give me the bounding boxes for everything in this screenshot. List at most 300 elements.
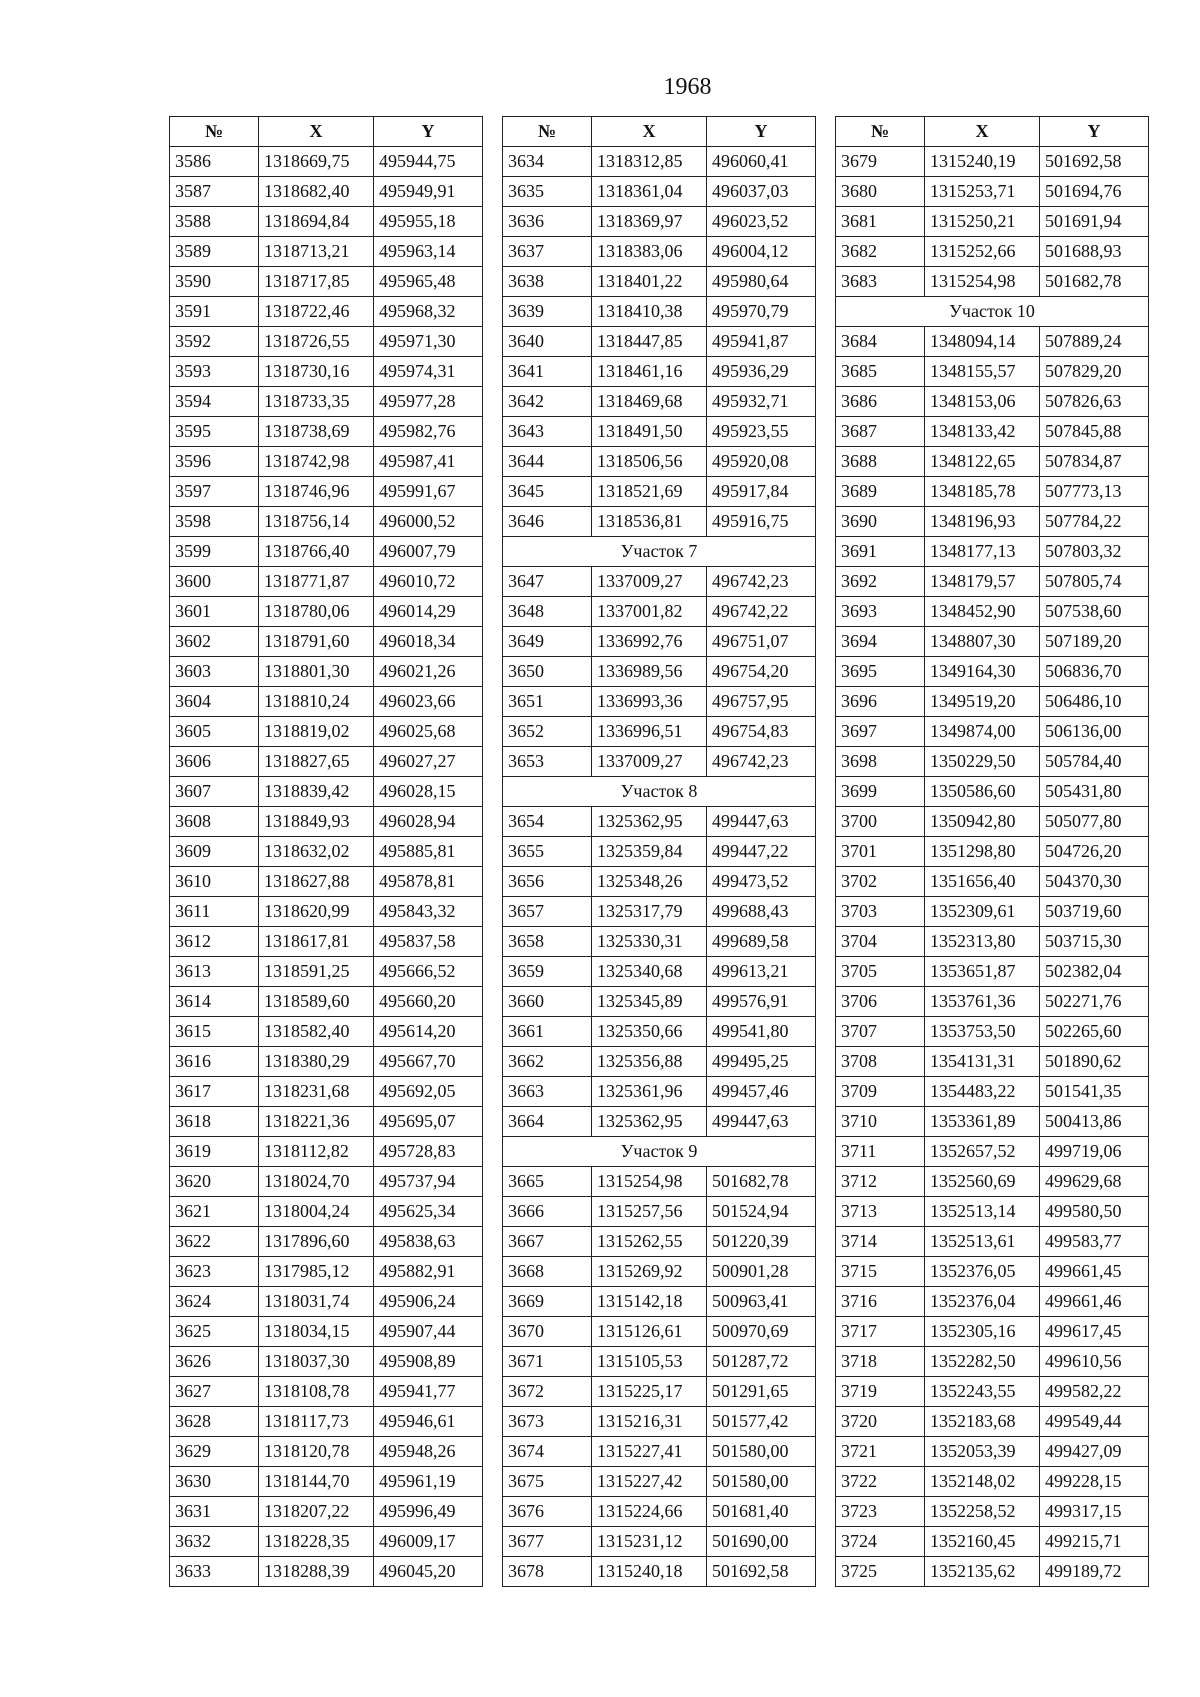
table-row — [836, 1257, 1149, 1287]
x-coordinate-cell: 1325345,89 — [592, 987, 707, 1017]
header-x: X — [259, 117, 374, 147]
point-number-cell: 3631 — [170, 1497, 259, 1527]
point-number-cell: 3593 — [170, 357, 259, 387]
table-row — [503, 807, 816, 837]
point-number-cell: 3721 — [836, 1437, 925, 1467]
x-coordinate-cell: 1315257,56 — [592, 1197, 707, 1227]
point-number-cell: 3612 — [170, 927, 259, 957]
x-coordinate-cell: 1318717,85 — [259, 267, 374, 297]
x-coordinate-cell: 1318491,50 — [592, 417, 707, 447]
y-coordinate-cell: 501577,42 — [707, 1407, 816, 1437]
y-coordinate-cell: 495936,29 — [707, 357, 816, 387]
point-number-cell: 3645 — [503, 477, 592, 507]
table-row — [836, 447, 1149, 477]
point-number-cell: 3621 — [170, 1197, 259, 1227]
x-coordinate-cell: 1315227,42 — [592, 1467, 707, 1497]
coordinates-table-1 — [169, 116, 483, 1587]
point-number-cell: 3614 — [170, 987, 259, 1017]
table-row — [170, 1407, 483, 1437]
table-row — [836, 1497, 1149, 1527]
table-body — [503, 147, 816, 1587]
table-row — [503, 1287, 816, 1317]
y-coordinate-cell: 503715,30 — [1040, 927, 1149, 957]
point-number-cell: 3656 — [503, 867, 592, 897]
x-coordinate-cell: 1352282,50 — [925, 1347, 1040, 1377]
point-number-cell: 3622 — [170, 1227, 259, 1257]
y-coordinate-cell: 495667,70 — [374, 1047, 483, 1077]
point-number-cell: 3617 — [170, 1077, 259, 1107]
point-number-cell: 3639 — [503, 297, 592, 327]
point-number-cell: 3711 — [836, 1137, 925, 1167]
x-coordinate-cell: 1349164,30 — [925, 657, 1040, 687]
table-row — [170, 687, 483, 717]
y-coordinate-cell: 501682,78 — [1040, 267, 1149, 297]
y-coordinate-cell: 495991,67 — [374, 477, 483, 507]
point-number-cell: 3674 — [503, 1437, 592, 1467]
table-row — [503, 1467, 816, 1497]
y-coordinate-cell: 495987,41 — [374, 447, 483, 477]
table-row — [503, 897, 816, 927]
table-row — [836, 897, 1149, 927]
x-coordinate-cell: 1315227,41 — [592, 1437, 707, 1467]
point-number-cell: 3683 — [836, 267, 925, 297]
y-coordinate-cell: 507805,74 — [1040, 567, 1149, 597]
x-coordinate-cell: 1318120,78 — [259, 1437, 374, 1467]
x-coordinate-cell: 1353361,89 — [925, 1107, 1040, 1137]
x-coordinate-cell: 1348185,78 — [925, 477, 1040, 507]
point-number-cell: 3717 — [836, 1317, 925, 1347]
x-coordinate-cell: 1318144,70 — [259, 1467, 374, 1497]
table-row — [836, 1527, 1149, 1557]
y-coordinate-cell: 495920,08 — [707, 447, 816, 477]
x-coordinate-cell: 1315254,98 — [592, 1167, 707, 1197]
table-row — [170, 957, 483, 987]
x-coordinate-cell: 1337009,27 — [592, 747, 707, 777]
point-number-cell: 3615 — [170, 1017, 259, 1047]
x-coordinate-cell: 1318730,16 — [259, 357, 374, 387]
x-coordinate-cell: 1318312,85 — [592, 147, 707, 177]
y-coordinate-cell: 495837,58 — [374, 927, 483, 957]
x-coordinate-cell: 1325356,88 — [592, 1047, 707, 1077]
table-row — [170, 1497, 483, 1527]
table-row — [170, 357, 483, 387]
y-coordinate-cell: 495666,52 — [374, 957, 483, 987]
x-coordinate-cell: 1336996,51 — [592, 717, 707, 747]
x-coordinate-cell: 1352183,68 — [925, 1407, 1040, 1437]
x-coordinate-cell: 1318617,81 — [259, 927, 374, 957]
point-number-cell: 3610 — [170, 867, 259, 897]
table-body — [170, 147, 483, 1587]
point-number-cell: 3629 — [170, 1437, 259, 1467]
table-row — [170, 807, 483, 837]
y-coordinate-cell: 495996,49 — [374, 1497, 483, 1527]
header-y: Y — [1040, 117, 1149, 147]
header-number: № — [836, 117, 925, 147]
table-row — [836, 807, 1149, 837]
point-number-cell: 3712 — [836, 1167, 925, 1197]
x-coordinate-cell: 1317985,12 — [259, 1257, 374, 1287]
point-number-cell: 3642 — [503, 387, 592, 417]
point-number-cell: 3725 — [836, 1557, 925, 1587]
y-coordinate-cell: 501291,65 — [707, 1377, 816, 1407]
point-number-cell: 3658 — [503, 927, 592, 957]
x-coordinate-cell: 1352243,55 — [925, 1377, 1040, 1407]
table-row — [170, 1317, 483, 1347]
point-number-cell: 3608 — [170, 807, 259, 837]
x-coordinate-cell: 1353753,50 — [925, 1017, 1040, 1047]
table-row — [503, 327, 816, 357]
point-number-cell: 3667 — [503, 1227, 592, 1257]
y-coordinate-cell: 495660,20 — [374, 987, 483, 1017]
table-row — [170, 717, 483, 747]
y-coordinate-cell: 501692,58 — [707, 1557, 816, 1587]
table-row — [503, 147, 816, 177]
point-number-cell: 3590 — [170, 267, 259, 297]
header-number: № — [503, 117, 592, 147]
y-coordinate-cell: 499427,09 — [1040, 1437, 1149, 1467]
point-number-cell: 3635 — [503, 177, 592, 207]
table-row — [170, 1047, 483, 1077]
table-row — [836, 567, 1149, 597]
x-coordinate-cell: 1348122,65 — [925, 447, 1040, 477]
y-coordinate-cell: 499580,50 — [1040, 1197, 1149, 1227]
y-coordinate-cell: 501690,00 — [707, 1527, 816, 1557]
point-number-cell: 3699 — [836, 777, 925, 807]
table-row — [836, 177, 1149, 207]
x-coordinate-cell: 1315250,21 — [925, 207, 1040, 237]
x-coordinate-cell: 1325317,79 — [592, 897, 707, 927]
y-coordinate-cell: 499228,15 — [1040, 1467, 1149, 1497]
point-number-cell: 3592 — [170, 327, 259, 357]
y-coordinate-cell: 495955,18 — [374, 207, 483, 237]
point-number-cell: 3649 — [503, 627, 592, 657]
y-coordinate-cell: 502265,60 — [1040, 1017, 1149, 1047]
y-coordinate-cell: 504726,20 — [1040, 837, 1149, 867]
table-row — [503, 1077, 816, 1107]
table-row — [170, 1377, 483, 1407]
point-number-cell: 3644 — [503, 447, 592, 477]
table-row — [836, 1467, 1149, 1497]
table-row — [170, 1227, 483, 1257]
header-y: Y — [707, 117, 816, 147]
x-coordinate-cell: 1352513,61 — [925, 1227, 1040, 1257]
point-number-cell: 3598 — [170, 507, 259, 537]
point-number-cell: 3650 — [503, 657, 592, 687]
table-row — [170, 627, 483, 657]
y-coordinate-cell: 495908,89 — [374, 1347, 483, 1377]
y-coordinate-cell: 495971,30 — [374, 327, 483, 357]
y-coordinate-cell: 506836,70 — [1040, 657, 1149, 687]
x-coordinate-cell: 1318827,65 — [259, 747, 374, 777]
y-coordinate-cell: 501890,62 — [1040, 1047, 1149, 1077]
x-coordinate-cell: 1318506,56 — [592, 447, 707, 477]
point-number-cell: 3595 — [170, 417, 259, 447]
table-row — [503, 747, 816, 777]
y-coordinate-cell: 495932,71 — [707, 387, 816, 417]
table-row — [170, 897, 483, 927]
table-row — [836, 867, 1149, 897]
table-row — [836, 387, 1149, 417]
table-body — [836, 147, 1149, 1587]
section-row — [503, 537, 816, 567]
point-number-cell: 3670 — [503, 1317, 592, 1347]
table-row — [503, 447, 816, 477]
y-coordinate-cell: 495907,44 — [374, 1317, 483, 1347]
x-coordinate-cell: 1318839,42 — [259, 777, 374, 807]
y-coordinate-cell: 496754,20 — [707, 657, 816, 687]
y-coordinate-cell: 496028,94 — [374, 807, 483, 837]
point-number-cell: 3673 — [503, 1407, 592, 1437]
point-number-cell: 3613 — [170, 957, 259, 987]
table-row — [503, 1257, 816, 1287]
x-coordinate-cell: 1354131,31 — [925, 1047, 1040, 1077]
x-coordinate-cell: 1351656,40 — [925, 867, 1040, 897]
x-coordinate-cell: 1318713,21 — [259, 237, 374, 267]
x-coordinate-cell: 1318207,22 — [259, 1497, 374, 1527]
x-coordinate-cell: 1318461,16 — [592, 357, 707, 387]
table-row — [170, 267, 483, 297]
x-coordinate-cell: 1318682,40 — [259, 177, 374, 207]
y-coordinate-cell: 495838,63 — [374, 1227, 483, 1257]
y-coordinate-cell: 495965,48 — [374, 267, 483, 297]
section-row — [503, 1137, 816, 1167]
y-coordinate-cell: 505784,40 — [1040, 747, 1149, 777]
y-coordinate-cell: 495977,28 — [374, 387, 483, 417]
x-coordinate-cell: 1337001,82 — [592, 597, 707, 627]
y-coordinate-cell: 495982,76 — [374, 417, 483, 447]
point-number-cell: 3632 — [170, 1527, 259, 1557]
x-coordinate-cell: 1352513,14 — [925, 1197, 1040, 1227]
table-row — [503, 1047, 816, 1077]
point-number-cell: 3708 — [836, 1047, 925, 1077]
y-coordinate-cell: 503719,60 — [1040, 897, 1149, 927]
point-number-cell: 3627 — [170, 1377, 259, 1407]
table-row — [836, 1227, 1149, 1257]
x-coordinate-cell: 1318380,29 — [259, 1047, 374, 1077]
x-coordinate-cell: 1318810,24 — [259, 687, 374, 717]
y-coordinate-cell: 495878,81 — [374, 867, 483, 897]
y-coordinate-cell: 501541,35 — [1040, 1077, 1149, 1107]
y-coordinate-cell: 495970,79 — [707, 297, 816, 327]
x-coordinate-cell: 1348452,90 — [925, 597, 1040, 627]
table-row — [170, 1467, 483, 1497]
point-number-cell: 3676 — [503, 1497, 592, 1527]
point-number-cell: 3723 — [836, 1497, 925, 1527]
y-coordinate-cell: 499689,58 — [707, 927, 816, 957]
x-coordinate-cell: 1318738,69 — [259, 417, 374, 447]
y-coordinate-cell: 495974,31 — [374, 357, 483, 387]
y-coordinate-cell: 505431,80 — [1040, 777, 1149, 807]
point-number-cell: 3596 — [170, 447, 259, 477]
x-coordinate-cell: 1325359,84 — [592, 837, 707, 867]
table-row — [170, 447, 483, 477]
table-row — [503, 657, 816, 687]
point-number-cell: 3693 — [836, 597, 925, 627]
x-coordinate-cell: 1318228,35 — [259, 1527, 374, 1557]
point-number-cell: 3618 — [170, 1107, 259, 1137]
x-coordinate-cell: 1348155,57 — [925, 357, 1040, 387]
y-coordinate-cell: 496742,22 — [707, 597, 816, 627]
x-coordinate-cell: 1318117,73 — [259, 1407, 374, 1437]
y-coordinate-cell: 495906,24 — [374, 1287, 483, 1317]
x-coordinate-cell: 1351298,80 — [925, 837, 1040, 867]
x-coordinate-cell: 1318791,60 — [259, 627, 374, 657]
point-number-cell: 3677 — [503, 1527, 592, 1557]
y-coordinate-cell: 499215,71 — [1040, 1527, 1149, 1557]
y-coordinate-cell: 496014,29 — [374, 597, 483, 627]
y-coordinate-cell: 495614,20 — [374, 1017, 483, 1047]
point-number-cell: 3713 — [836, 1197, 925, 1227]
point-number-cell: 3680 — [836, 177, 925, 207]
x-coordinate-cell: 1352148,02 — [925, 1467, 1040, 1497]
y-coordinate-cell: 496010,72 — [374, 567, 483, 597]
point-number-cell: 3651 — [503, 687, 592, 717]
x-coordinate-cell: 1348153,06 — [925, 387, 1040, 417]
x-coordinate-cell: 1352376,05 — [925, 1257, 1040, 1287]
point-number-cell: 3630 — [170, 1467, 259, 1497]
x-coordinate-cell: 1318780,06 — [259, 597, 374, 627]
x-coordinate-cell: 1318669,75 — [259, 147, 374, 177]
y-coordinate-cell: 496009,17 — [374, 1527, 483, 1557]
x-coordinate-cell: 1318742,98 — [259, 447, 374, 477]
x-coordinate-cell: 1318589,60 — [259, 987, 374, 1017]
y-coordinate-cell: 499583,77 — [1040, 1227, 1149, 1257]
x-coordinate-cell: 1353651,87 — [925, 957, 1040, 987]
y-coordinate-cell: 499582,22 — [1040, 1377, 1149, 1407]
table-row — [170, 1137, 483, 1167]
x-coordinate-cell: 1315224,66 — [592, 1497, 707, 1527]
table-row — [503, 1197, 816, 1227]
point-number-cell: 3663 — [503, 1077, 592, 1107]
point-number-cell: 3652 — [503, 717, 592, 747]
x-coordinate-cell: 1318447,85 — [592, 327, 707, 357]
x-coordinate-cell: 1315252,66 — [925, 237, 1040, 267]
x-coordinate-cell: 1315254,98 — [925, 267, 1040, 297]
table-row — [503, 1227, 816, 1257]
point-number-cell: 3691 — [836, 537, 925, 567]
table-row — [170, 1077, 483, 1107]
table-row — [836, 507, 1149, 537]
x-coordinate-cell: 1318034,15 — [259, 1317, 374, 1347]
y-coordinate-cell: 495625,34 — [374, 1197, 483, 1227]
y-coordinate-cell: 501692,58 — [1040, 147, 1149, 177]
y-coordinate-cell: 496754,83 — [707, 717, 816, 747]
y-coordinate-cell: 501580,00 — [707, 1437, 816, 1467]
y-coordinate-cell: 501524,94 — [707, 1197, 816, 1227]
x-coordinate-cell: 1325362,95 — [592, 1107, 707, 1137]
table-row — [170, 1017, 483, 1047]
y-coordinate-cell: 495944,75 — [374, 147, 483, 177]
table-row — [836, 1437, 1149, 1467]
point-number-cell: 3626 — [170, 1347, 259, 1377]
table-row — [170, 1437, 483, 1467]
point-number-cell: 3657 — [503, 897, 592, 927]
x-coordinate-cell: 1348094,14 — [925, 327, 1040, 357]
point-number-cell: 3637 — [503, 237, 592, 267]
y-coordinate-cell: 501220,39 — [707, 1227, 816, 1257]
point-number-cell: 3687 — [836, 417, 925, 447]
table-row — [836, 477, 1149, 507]
section-title: Участок 9 — [503, 1137, 816, 1167]
y-coordinate-cell: 507829,20 — [1040, 357, 1149, 387]
x-coordinate-cell: 1318726,55 — [259, 327, 374, 357]
point-number-cell: 3647 — [503, 567, 592, 597]
table-row — [503, 297, 816, 327]
point-number-cell: 3623 — [170, 1257, 259, 1287]
point-number-cell: 3695 — [836, 657, 925, 687]
y-coordinate-cell: 499610,56 — [1040, 1347, 1149, 1377]
x-coordinate-cell: 1349519,20 — [925, 687, 1040, 717]
y-coordinate-cell: 502271,76 — [1040, 987, 1149, 1017]
table-row — [170, 537, 483, 567]
x-coordinate-cell: 1325348,26 — [592, 867, 707, 897]
y-coordinate-cell: 499719,06 — [1040, 1137, 1149, 1167]
point-number-cell: 3603 — [170, 657, 259, 687]
point-number-cell: 3588 — [170, 207, 259, 237]
x-coordinate-cell: 1318536,81 — [592, 507, 707, 537]
y-coordinate-cell: 499317,15 — [1040, 1497, 1149, 1527]
table-row — [170, 1197, 483, 1227]
x-coordinate-cell: 1315126,61 — [592, 1317, 707, 1347]
x-coordinate-cell: 1336989,56 — [592, 657, 707, 687]
point-number-cell: 3607 — [170, 777, 259, 807]
x-coordinate-cell: 1315253,71 — [925, 177, 1040, 207]
y-coordinate-cell: 499541,80 — [707, 1017, 816, 1047]
x-coordinate-cell: 1336993,36 — [592, 687, 707, 717]
x-coordinate-cell: 1318361,04 — [592, 177, 707, 207]
point-number-cell: 3597 — [170, 477, 259, 507]
point-number-cell: 3698 — [836, 747, 925, 777]
table-row — [170, 1257, 483, 1287]
x-coordinate-cell: 1318024,70 — [259, 1167, 374, 1197]
point-number-cell: 3685 — [836, 357, 925, 387]
table-row — [503, 417, 816, 447]
point-number-cell: 3710 — [836, 1107, 925, 1137]
point-number-cell: 3715 — [836, 1257, 925, 1287]
y-coordinate-cell: 499495,25 — [707, 1047, 816, 1077]
x-coordinate-cell: 1352657,52 — [925, 1137, 1040, 1167]
x-coordinate-cell: 1318221,36 — [259, 1107, 374, 1137]
table-row — [170, 237, 483, 267]
y-coordinate-cell: 507889,24 — [1040, 327, 1149, 357]
table-row — [503, 1107, 816, 1137]
table-row — [170, 777, 483, 807]
point-number-cell: 3589 — [170, 237, 259, 267]
y-coordinate-cell: 501688,93 — [1040, 237, 1149, 267]
x-coordinate-cell: 1352053,39 — [925, 1437, 1040, 1467]
table-row — [503, 717, 816, 747]
y-coordinate-cell: 495885,81 — [374, 837, 483, 867]
y-coordinate-cell: 507773,13 — [1040, 477, 1149, 507]
table-row — [836, 267, 1149, 297]
y-coordinate-cell: 495917,84 — [707, 477, 816, 507]
x-coordinate-cell: 1325330,31 — [592, 927, 707, 957]
x-coordinate-cell: 1315216,31 — [592, 1407, 707, 1437]
table-row — [503, 1377, 816, 1407]
y-coordinate-cell: 500413,86 — [1040, 1107, 1149, 1137]
table-row — [503, 927, 816, 957]
y-coordinate-cell: 499613,21 — [707, 957, 816, 987]
point-number-cell: 3668 — [503, 1257, 592, 1287]
y-coordinate-cell: 500963,41 — [707, 1287, 816, 1317]
y-coordinate-cell: 499576,91 — [707, 987, 816, 1017]
table-row — [836, 147, 1149, 177]
table-row — [836, 627, 1149, 657]
x-coordinate-cell: 1318694,84 — [259, 207, 374, 237]
table-row — [503, 687, 816, 717]
coordinates-table-3 — [835, 116, 1149, 1587]
table-row — [836, 1077, 1149, 1107]
